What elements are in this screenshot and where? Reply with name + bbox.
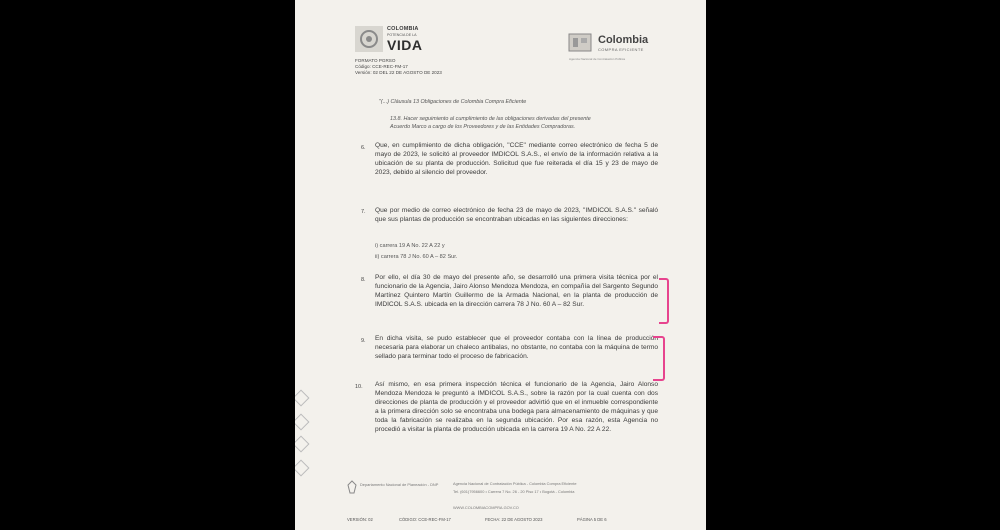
highlight-bracket: [659, 278, 669, 324]
colombia-emblem-icon: [355, 26, 383, 52]
left-logo-line1: COLOMBIA: [387, 26, 419, 32]
address-1: i) carrera 19 A No. 22 A 22 y: [375, 243, 445, 249]
colombia-potencia-logo: [355, 26, 437, 54]
code-label: Código: CCE-REC-FM-17: [355, 64, 408, 69]
footer-dnp: Departamento Nacional de Planeación - DNP: [360, 482, 439, 487]
footer-page: PÁGINA 5 DE 6: [577, 517, 607, 522]
footer-agency: Agencia Nacional de Contratación Pública - Colombia Compra Eficiente: [453, 481, 577, 486]
item-number: 8.: [361, 277, 366, 283]
quote-line1: 13.8. Hacer seguimiento al cumplimiento de las obligaciones derivadas del presente: [390, 116, 591, 122]
footer-address: Tel. (601)7956600 • Carrera 7 No. 26 - 20 Piso 17 • Bogotá - Colombia: [453, 489, 575, 494]
version-label: Versión: 02 DEL 22 DE AGOSTO DE 2023: [355, 70, 442, 75]
left-logo-line3: VIDA: [387, 37, 423, 53]
paragraph-7: Que por medio de correo electrónico de fecha 23 de mayo de 2023, "IMDICOL S.A.S." señaló que sus plantas de producción se encontraban ubicadas en las siguientes direcciones:: [375, 207, 658, 223]
paragraph-10: Así mismo, en esa primera inspección técnica el funcionario de la Agencia, Jairo Alonso Mendoza Mendoza le preguntó a IMDICOL S.A.S., sobre la razón por la cual cuenta con dos direcciones de planta de producción y el proveedor advirtió que en el inmueble correspondiente a la primera dirección solo se encontraba una bodega para almacenamiento de máquinas y que toda la fabricación se realizaba en la segunda ubicación. Por esa razón, esta Agencia no procedió a visitar la planta de producción ubicada en la carrera 19 A No. 22 A 22.: [375, 381, 658, 433]
right-logo-name: Colombia: [598, 34, 649, 46]
item-number: 6.: [361, 145, 366, 151]
item-number: 10.: [355, 384, 363, 390]
right-logo-subtitle: COMPRA EFICIENTE: [598, 47, 644, 52]
fold-mark: [295, 460, 309, 477]
quote-title: "(...) Cláusula 13 Obligaciones de Colombia Compra Eficiente: [379, 99, 527, 105]
paragraph-6: Que, en cumplimiento de dicha obligación, "CCE" mediante correo electrónico de fecha 5 de mayo de 2023, le solicitó al proveedor IMDICOL S.A.S., el envío de la información relativa a la ubicación de su planta de producción. Solicitud que fue reiterada el día 15 y 23 de mayo de 2023, debido al silencio del proveedor.: [375, 142, 658, 176]
fold-mark: [295, 436, 309, 453]
right-logo-tagline: Agencia Nacional de Contratación Pública: [569, 57, 626, 61]
format-label: FORMATO PGRSO: [355, 58, 396, 63]
colombia-compra-eficiente-logo: [567, 31, 667, 61]
paragraph-8: Por ello, el día 30 de mayo del presente año, se desarrolló una primera visita técnica por el funcionario de la Agencia, Jairo Alonso Mendoza Mendoza, en compañía del Sargento Segundo Martínez Quintero Martín Guillermo de la Armada Nacional, en la planta de producción de IMDICOL S.A.S. ubicada en la dirección carrera 78 J No. 60 A – 82 Sur.: [375, 274, 658, 308]
left-logo-line2: POTENCIA DE LA: [387, 33, 417, 37]
footer-url[interactable]: WWW.COLOMBIACOMPRA.GOV.CO: [453, 505, 519, 510]
quote-line2: Acuerdo Marco a cargo de los Proveedores y de las Entidades Compradoras.: [390, 124, 576, 130]
paragraph-9: En dicha visita, se pudo establecer que el proveedor contaba con la línea de producción necesaria para elaborar un chaleco antibalas, no obstante, no contaba con la máquina de termo sellado para terminar todo el proceso de fabricación.: [375, 335, 658, 360]
document-page: [295, 0, 706, 530]
fold-mark: [295, 414, 309, 431]
compra-eficiente-emblem-icon: [567, 31, 595, 53]
item-number: 9.: [361, 338, 366, 344]
highlight-bracket: [653, 336, 665, 381]
address-2: ii) carrera 78 J No. 60 A – 82 Sur.: [375, 254, 458, 260]
dnp-emblem-icon: [347, 480, 357, 494]
fold-mark: [295, 390, 309, 407]
footer-version: VERSIÓN: 02: [347, 517, 373, 522]
item-number: 7.: [361, 209, 366, 215]
footer-date: FECHA: 22 DE AGOSTO 2023: [485, 517, 543, 522]
footer-code: CÓDIGO: CCE-REC-FM-17: [399, 517, 451, 522]
